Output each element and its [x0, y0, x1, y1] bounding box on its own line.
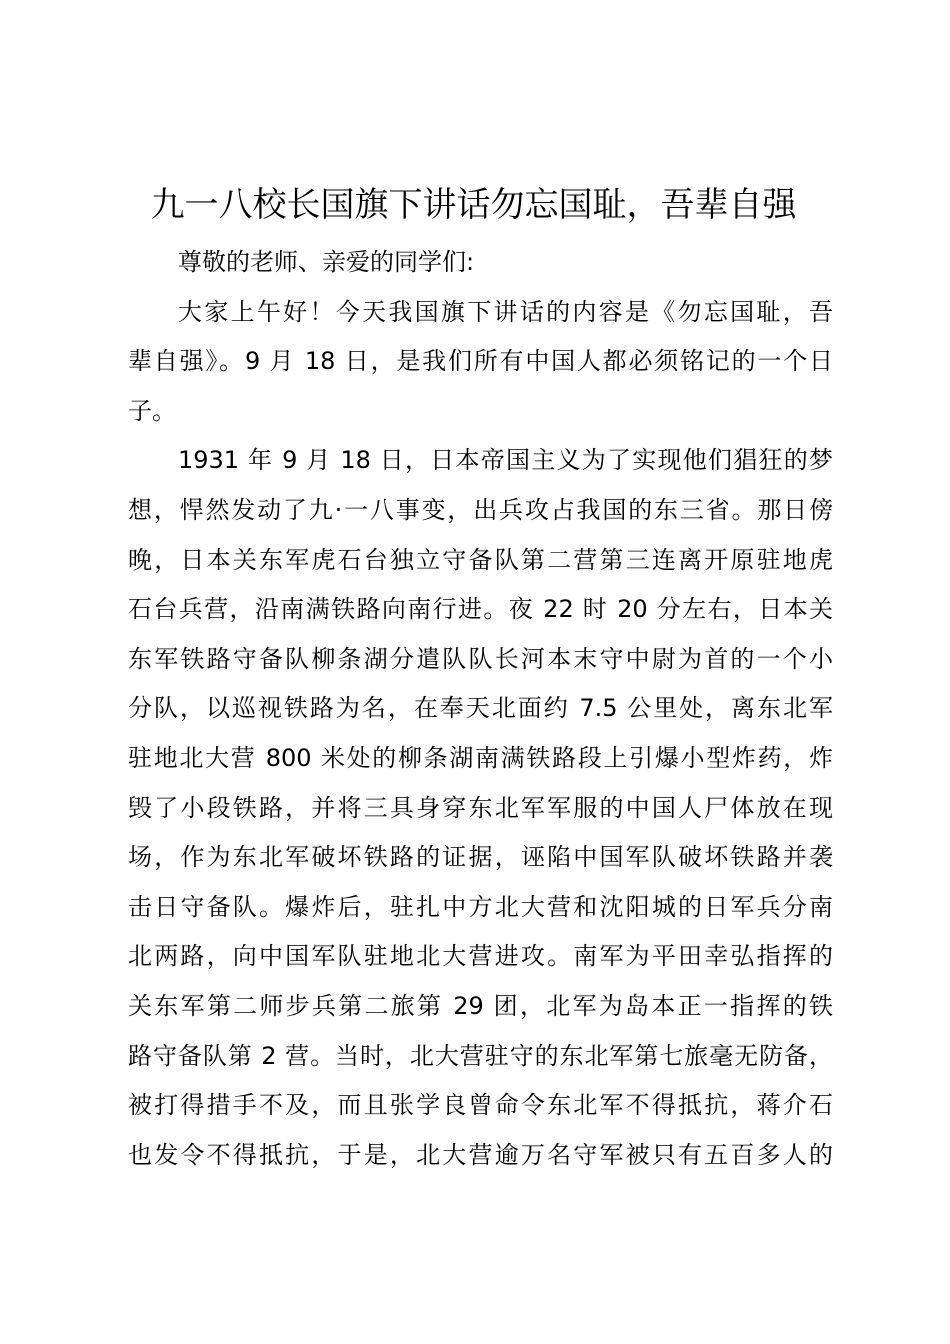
paragraph-line: 子。 — [128, 396, 176, 425]
paragraph-line: 1931 年 9 月 18 日，日本帝国主义为了实现他们猖狂的梦 — [178, 446, 833, 475]
intro-paragraph — [128, 288, 833, 437]
paragraph-line: 关东军第二师步兵第二旅第 29 团，北军为岛本正一指挥的铁 — [128, 991, 833, 1020]
paragraph-line: 被打得措手不及，而且张学良曾命令东北军不得抵抗，蒋介石 — [128, 1091, 833, 1120]
paragraph-line: 大家上午好！今天我国旗下讲话的内容是《勿忘国耻，吾 — [178, 297, 833, 326]
paragraph-line: 尊敬的老师、亲爱的同学们: — [178, 248, 475, 276]
paragraph-line: 想，悍然发动了九·一八事变，出兵攻占我国的东三省。那日傍 — [128, 495, 833, 524]
paragraph-line: 东军铁路守备队柳条湖分遣队队长河本末守中尉为首的一个小 — [128, 644, 833, 673]
paragraph-line: 驻地北大营 800 米处的柳条湖南满铁路段上引爆小型炸药，炸 — [128, 743, 833, 772]
paragraph-line: 路守备队第 2 营。当时，北大营驻守的东北军第七旅毫无防备， — [128, 1041, 833, 1070]
salutation-paragraph — [128, 238, 833, 288]
paragraph-line: 也发令不得抵抗，于是，北大营逾万名守军被只有五百多人的 — [128, 1140, 833, 1169]
document-title: 九一八校长国旗下讲话勿忘国耻，吾辈自强 — [150, 185, 797, 225]
paragraph-line: 晚，日本关东军虎石台独立守备队第二营第三连离开原驻地虎 — [128, 545, 833, 574]
paragraph-line: 毁了小段铁路，并将三具身穿东北军军服的中国人尸体放在现 — [128, 793, 833, 822]
paragraph-line: 击日守备队。爆炸后，驻扎中方北大营和沈阳城的日军兵分南 — [128, 892, 833, 921]
paragraph-line: 分队，以巡视铁路为名，在奉天北面约 7.5 公里处，离东北军 — [128, 694, 833, 723]
document-page — [128, 180, 833, 1180]
paragraph-line: 场，作为东北军破坏铁路的证据，诬陷中国军队破坏铁路并袭 — [128, 843, 833, 872]
paragraph-line: 北两路，向中国军队驻地北大营进攻。南军为平田幸弘指挥的 — [128, 942, 833, 971]
history-paragraph — [128, 436, 833, 1180]
paragraph-line: 辈自强》。9 月 18 日，是我们所有中国人都必须铭记的一个日 — [128, 347, 833, 376]
paragraph-line: 石台兵营，沿南满铁路向南行进。夜 22 时 20 分左右，日本关 — [128, 595, 833, 624]
